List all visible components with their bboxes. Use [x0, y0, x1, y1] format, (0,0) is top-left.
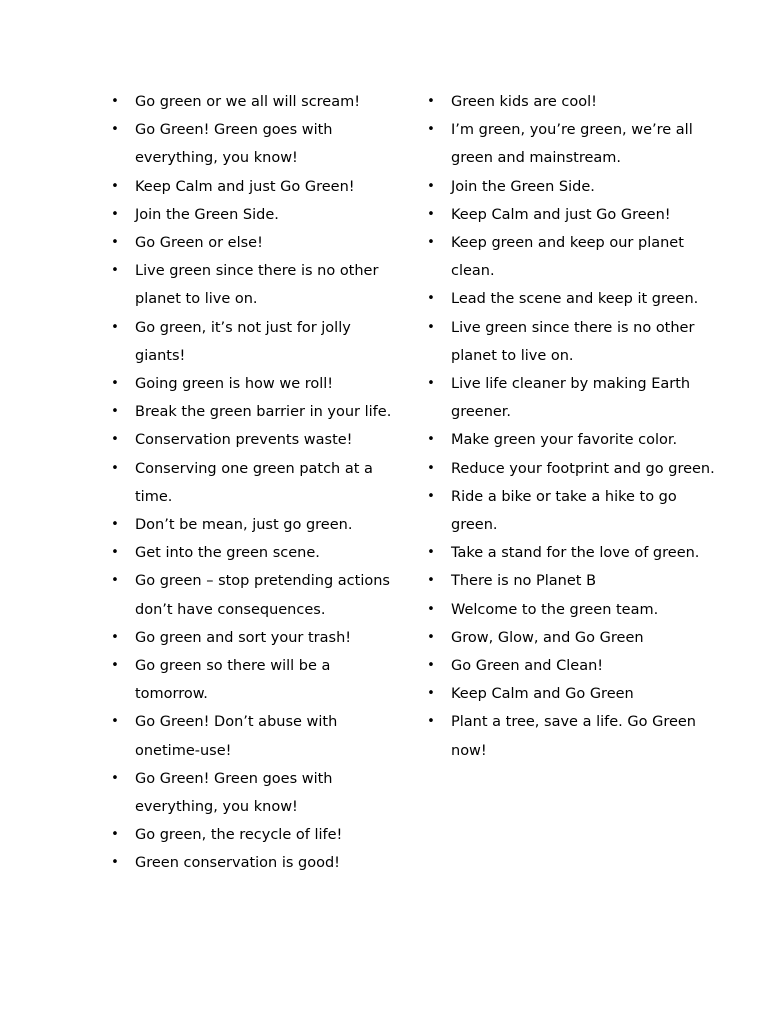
bullet-icon: •: [111, 714, 119, 730]
bullet-icon: •: [427, 686, 435, 702]
bullet-icon: •: [427, 714, 435, 730]
slogan-text: I’m green, you’re green, we’re all green and mainstream.: [451, 122, 693, 167]
slogan-text: Go green, the recycle of life!: [135, 827, 343, 844]
bullet-icon: •: [111, 629, 119, 645]
slogan-list-item: [424, 708, 724, 764]
bullet-icon: •: [427, 291, 435, 307]
slogan-list-item: [108, 511, 398, 539]
slogan-list-item: [424, 88, 724, 116]
bullet-icon: •: [427, 178, 435, 194]
bullet-icon: •: [427, 601, 435, 617]
slogan-list-item: [424, 229, 724, 285]
slogan-list-item: [424, 539, 724, 567]
bullet-icon: •: [111, 432, 119, 448]
slogan-list-item: [108, 88, 398, 116]
slogan-text: Break the green barrier in your life.: [135, 404, 392, 421]
slogan-text: Live green since there is no other planet to live on.: [135, 263, 379, 308]
slogan-text: Grow, Glow, and Go Green: [451, 629, 644, 646]
bullet-icon: •: [427, 658, 435, 674]
bullet-icon: •: [111, 263, 119, 279]
slogan-list-item: [108, 426, 398, 454]
slogan-list-item: [424, 596, 724, 624]
slogan-text: Don’t be mean, just go green.: [135, 517, 353, 534]
slogan-text: Make green your favorite color.: [451, 432, 678, 449]
slogan-list-item: [108, 116, 398, 172]
bullet-icon: •: [111, 855, 119, 871]
slogan-list-item: [424, 370, 724, 426]
slogan-text: Go Green! Don’t abuse with onetime-use!: [135, 714, 338, 759]
slogan-list-item: [108, 229, 398, 257]
bullet-icon: •: [427, 573, 435, 589]
bullet-icon: •: [111, 573, 119, 589]
slogan-list-item: [108, 370, 398, 398]
slogan-text: Keep Calm and just Go Green!: [451, 206, 671, 223]
bullet-icon: •: [111, 319, 119, 335]
slogan-list-item: [108, 173, 398, 201]
slogan-list-item: [424, 426, 724, 454]
slogan-text: Go green and sort your trash!: [135, 629, 352, 646]
slogan-list-item: [424, 624, 724, 652]
bullet-icon: •: [427, 545, 435, 561]
slogan-list-item: [108, 567, 398, 623]
bullet-icon: •: [111, 235, 119, 251]
slogan-list-item: [108, 455, 398, 511]
slogan-list-item: [108, 398, 398, 426]
slogan-list-item: [108, 257, 398, 313]
bullet-icon: •: [427, 460, 435, 476]
slogan-text: Take a stand for the love of green.: [451, 545, 700, 562]
slogan-list-item: [108, 539, 398, 567]
slogan-text: Plant a tree, save a life. Go Green now!: [451, 714, 696, 759]
bullet-icon: •: [111, 122, 119, 138]
slogan-list-item: [108, 821, 398, 849]
slogan-text: Going green is how we roll!: [135, 376, 334, 393]
slogan-text: Keep green and keep our planet clean.: [451, 235, 684, 280]
slogan-list-item: [108, 652, 398, 708]
bullet-icon: •: [427, 629, 435, 645]
slogan-text: Live green since there is no other planet to live on.: [451, 319, 695, 364]
slogan-list-item: [108, 849, 398, 877]
bullet-icon: •: [111, 206, 119, 222]
bullet-icon: •: [111, 770, 119, 786]
bullet-icon: •: [427, 376, 435, 392]
slogan-text: Go green so there will be a tomorrow.: [135, 658, 331, 703]
slogan-list-item: [424, 314, 724, 370]
slogan-text: Join the Green Side.: [135, 206, 279, 223]
bullet-icon: •: [111, 827, 119, 843]
slogan-text: Conserving one green patch at a time.: [135, 460, 373, 505]
bullet-icon: •: [427, 122, 435, 138]
slogan-list-item: [424, 285, 724, 313]
bullet-icon: •: [111, 376, 119, 392]
slogan-list-item: [108, 624, 398, 652]
slogan-text: Ride a bike or take a hike to go green.: [451, 488, 677, 534]
slogan-text: Go green, it’s not just for jolly giants!: [135, 319, 351, 364]
slogan-text: There is no Planet B: [451, 573, 597, 590]
slogan-text: Green kids are cool!: [451, 94, 597, 110]
slogan-list-item: [424, 680, 724, 708]
bullet-icon: •: [427, 206, 435, 222]
bullet-icon: •: [427, 94, 435, 109]
bullet-icon: •: [111, 94, 119, 109]
bullet-icon: •: [111, 460, 119, 476]
bullet-icon: •: [111, 658, 119, 674]
slogan-text: Reduce your footprint and go green.: [451, 460, 715, 477]
slogan-text: Get into the green scene.: [135, 545, 320, 562]
slogan-text: Go green – stop pretending actions don’t have consequences.: [135, 573, 390, 618]
slogan-text: Go Green! Green goes with everything, you know!: [135, 122, 333, 167]
left-slogan-list: [108, 88, 398, 878]
bullet-icon: •: [427, 319, 435, 335]
right-slogan-list: [424, 88, 724, 765]
slogan-list-item: [424, 567, 724, 595]
slogan-list-item: [424, 116, 724, 172]
bullet-icon: •: [111, 178, 119, 194]
slogan-text: Keep Calm and Go Green: [451, 686, 634, 703]
slogan-text: Go Green and Clean!: [451, 658, 604, 675]
bullet-icon: •: [427, 235, 435, 251]
slogan-list-item: [108, 201, 398, 229]
bullet-icon: •: [427, 488, 435, 504]
slogan-text: Keep Calm and just Go Green!: [135, 178, 355, 195]
slogan-text: Live life cleaner by making Earth greener.: [451, 376, 691, 421]
slogan-list-item: [108, 314, 398, 370]
slogan-text: Welcome to the green team.: [451, 601, 659, 618]
slogan-list-item: [424, 483, 724, 539]
slogan-list-item: [424, 455, 724, 483]
bullet-icon: •: [111, 404, 119, 420]
slogan-text: Lead the scene and keep it green.: [451, 291, 699, 308]
slogan-text: Go green or we all will scream!: [135, 94, 361, 110]
slogan-list-item: [424, 652, 724, 680]
slogan-list-item: [108, 765, 398, 821]
slogan-text: Green conservation is good!: [135, 855, 340, 872]
slogan-text: Go Green! Green goes with everything, you know!: [135, 770, 333, 816]
slogan-text: Conservation prevents waste!: [135, 432, 353, 449]
bullet-icon: •: [111, 545, 119, 561]
bullet-icon: •: [427, 432, 435, 448]
slogan-text: Join the Green Side.: [451, 178, 595, 195]
slogan-list-item: [424, 173, 724, 201]
slogan-list-item: [424, 201, 724, 229]
slogan-text: Go Green or else!: [135, 235, 263, 252]
bullet-icon: •: [111, 517, 119, 533]
slogan-list-item: [108, 708, 398, 764]
